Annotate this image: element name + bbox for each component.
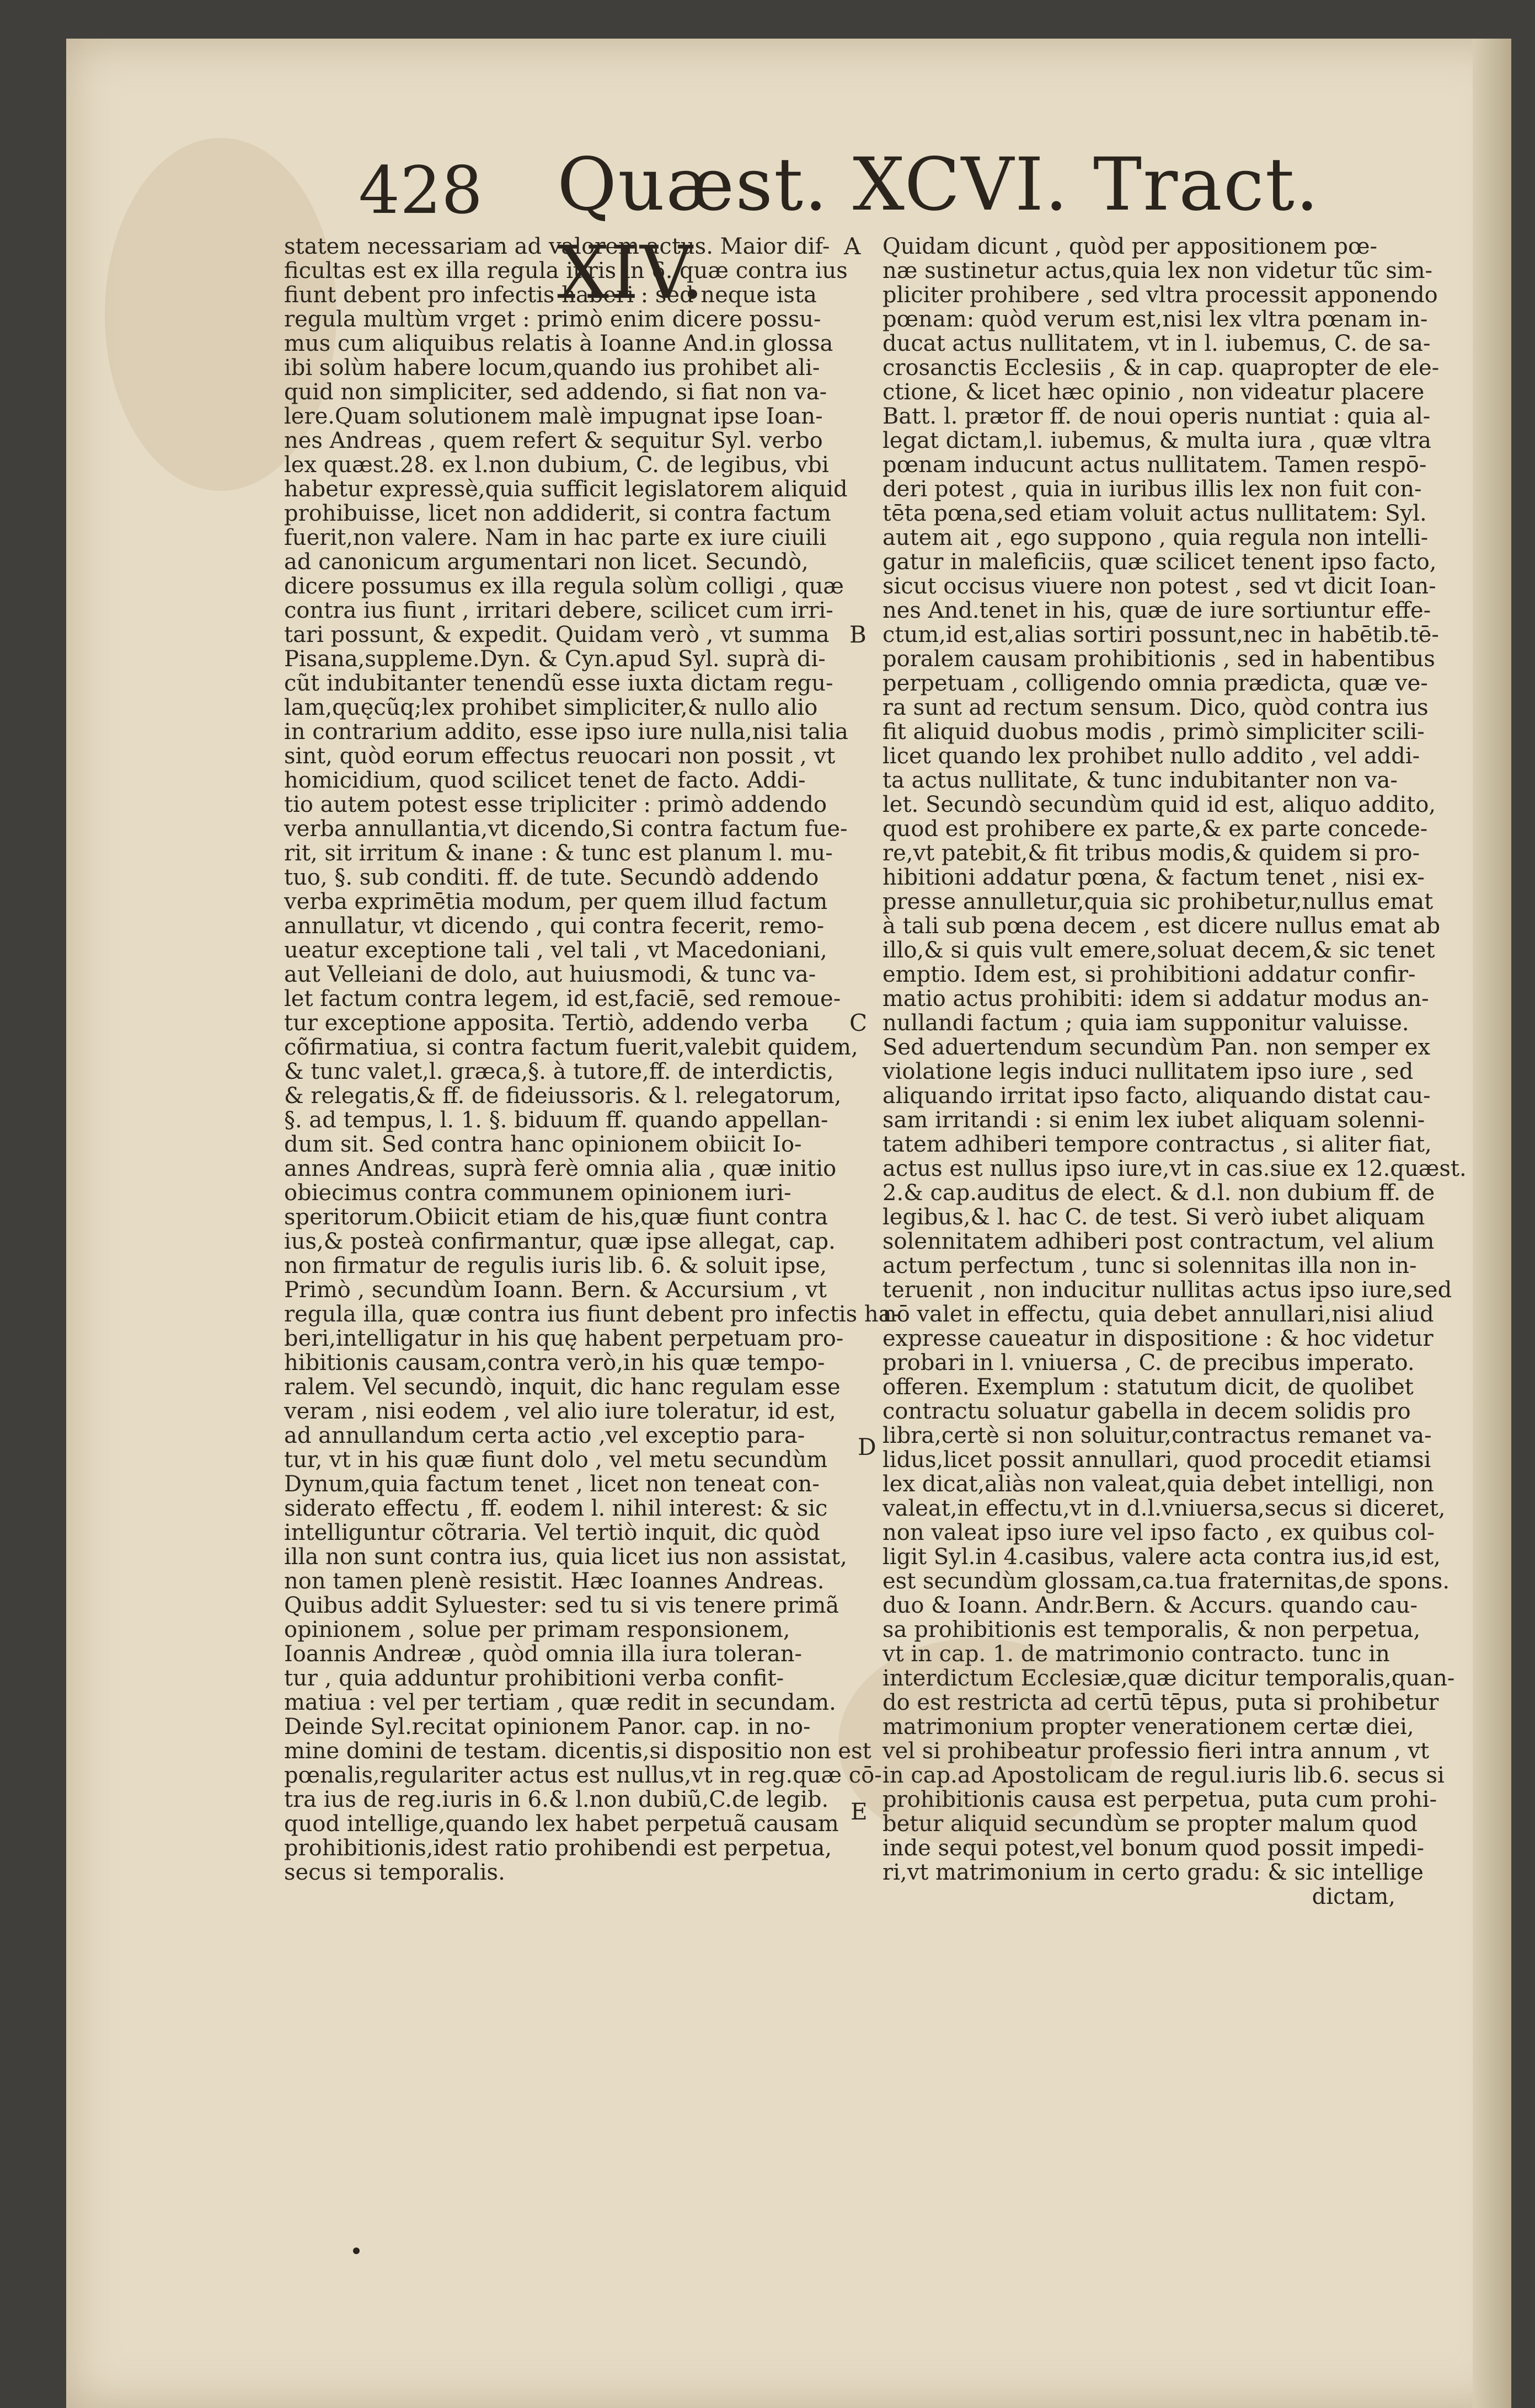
text-line: ad canonicum argumentari non licet. Secundò,: [284, 549, 809, 575]
text-line: hibitioni addatur pœna, & factum tenet , nisi ex-: [883, 865, 1425, 890]
margin-letter-c: C: [849, 1009, 868, 1036]
text-line: pœnalis,regulariter actus est nullus,vt in reg.quæ cō-: [284, 1763, 882, 1788]
text-line: aliquando irritat ipso facto, aliquando distat cau-: [883, 1083, 1431, 1109]
text-line: presse annulletur,quia sic prohibetur,nullus emat: [883, 889, 1434, 914]
text-line: sint, quòd eorum effectus reuocari non possit , vt: [284, 743, 836, 769]
text-line: regula multùm vrget : primò enim dicere possu-: [284, 307, 821, 332]
text-line: autem ait , ego suppono , quia regula non intelli-: [883, 525, 1429, 550]
text-line: matio actus prohibiti: idem si addatur modus an-: [883, 986, 1429, 1012]
text-line: tra ius de reg.iuris in 6.& l.non dubiũ,C.de legib.: [284, 1787, 829, 1812]
text-line: tari possunt, & expedit. Quidam verò , vt summa: [284, 622, 830, 648]
text-line: dum sit. Sed contra hanc opinionem obiicit Io-: [284, 1132, 802, 1157]
page-edge: [1473, 39, 1511, 2408]
text-line: in contrarium addito, esse ipso iure nulla,nisi talia: [284, 719, 848, 745]
text-line: crosanctis Ecclesiis , & in cap. quapropter de ele-: [883, 355, 1440, 381]
text-line: speritorum.Obiicit etiam de his,quæ fiunt contra: [284, 1205, 828, 1230]
text-line: beri,intelligatur in his quę habent perpetuam pro-: [284, 1326, 844, 1351]
text-line: rit, sit irritum & inane : & tunc est planum l. mu-: [284, 841, 833, 866]
text-line: Quidam dicunt , quòd per appositionem pœ-: [883, 234, 1378, 259]
text-line: tuo, §. sub conditi. ff. de tute. Secundò addendo: [284, 865, 819, 890]
text-line: intelliguntur cõtraria. Vel tertiò inquit, dic quòd: [284, 1520, 820, 1545]
text-line: ius,& posteà confirmantur, quæ ipse allegat, cap.: [284, 1229, 836, 1254]
text-line: pliciter prohibere , sed vltra processit apponendo: [883, 282, 1438, 308]
text-line: mus cum aliquibus relatis à Ioanne And.in glossa: [284, 331, 833, 356]
text-line: sicut occisus viuere non potest , sed vt dicit Ioan-: [883, 574, 1436, 599]
text-line: Sed aduertendum secundùm Pan. non semper ex: [883, 1035, 1431, 1060]
text-line: ligit Syl.in 4.casibus, valere acta contra ius,id est,: [883, 1544, 1441, 1570]
text-line: duo & Ioann. Andr.Bern. & Accurs. quando cau-: [883, 1593, 1418, 1618]
text-line: secus si temporalis.: [284, 1860, 505, 1885]
text-line: vel si prohibeatur professio fieri intra annum , vt: [883, 1738, 1430, 1764]
text-line: §. ad tempus, l. 1. §. biduum ff. quando appellan-: [284, 1107, 828, 1133]
text-line: perpetuam , colligendo omnia prædicta, quæ ve-: [883, 671, 1428, 696]
text-line: tur exceptione apposita. Tertiò, addendo verba: [284, 1010, 809, 1036]
text-line: nō valet in effectu, quia debet annullari,nisi aliud: [883, 1302, 1434, 1327]
text-line: interdictum Ecclesiæ,quæ dicitur temporalis,quan-: [883, 1666, 1455, 1691]
text-line: teruenit , non inducitur nullitas actus ipso iure,sed: [883, 1277, 1452, 1303]
text-line: valeat,in effectu,vt in d.l.vniuersa,secus si diceret,: [883, 1496, 1446, 1521]
text-line: annes Andreas, suprà ferè omnia alia , quæ initio: [284, 1156, 837, 1181]
text-line: prohibitionis causa est perpetua, puta cum prohi-: [883, 1787, 1437, 1812]
text-line: lex quæst.28. ex l.non dubium, C. de legibus, vbi: [284, 452, 829, 478]
text-line: sam irritandi : si enim lex iubet aliquam solenni-: [883, 1107, 1425, 1133]
text-line: matiua : vel per tertiam , quæ redit in secundam.: [284, 1690, 836, 1715]
text-line: & tunc valet,l. græca,§. à tutore,ff. de interdictis,: [284, 1059, 834, 1084]
text-line: actum perfectum , tunc si solennitas illa non in-: [883, 1253, 1417, 1278]
text-line: vt in cap. 1. de matrimonio contracto. tunc in: [883, 1641, 1390, 1667]
text-line: dicere possumus ex illa regula solùm colligi , quæ: [284, 574, 844, 599]
text-line: cũt indubitanter tenendũ esse iuxta dictam regu-: [284, 671, 833, 696]
text-line: poralem causam prohibitionis , sed in habentibus: [883, 646, 1435, 672]
text-line: let factum contra legem, id est,faciē, sed remoue-: [284, 986, 841, 1012]
text-line: ueatur exceptione tali , vel tali , vt Macedoniani,: [284, 938, 827, 963]
text-line: & relegatis,& ff. de fideiussoris. & l. relegatorum,: [284, 1083, 842, 1109]
text-line: quod est prohibere ex parte,& ex parte concede-: [883, 816, 1428, 842]
text-line: probari in l. vniuersa , C. de precibus imperato.: [883, 1350, 1415, 1376]
text-line: dictam,: [1312, 1884, 1395, 1909]
text-line: Quibus addit Syluester: sed tu si vis tenere primã: [284, 1593, 839, 1618]
text-line: contractu soluatur gabella in decem solidis pro: [883, 1399, 1411, 1424]
text-line: offeren. Exemplum : statutum dicit, de quolibet: [883, 1374, 1414, 1400]
text-line: nullandi factum ; quia iam supponitur valuisse.: [883, 1010, 1409, 1036]
text-line: 2.& cap.auditus de elect. & d.l. non dubium ff. de: [883, 1180, 1435, 1206]
text-line: let. Secundò secundùm quid id est, aliquo addito,: [883, 792, 1436, 817]
text-line: tatem adhiberi tempore contractus , si aliter fiat,: [883, 1132, 1432, 1157]
right-text-column: [883, 234, 1467, 1909]
text-line: pœnam: quòd verum est,nisi lex vltra pœnam in-: [883, 307, 1428, 332]
text-line: tēta pœna,sed etiam voluit actus nullitatem: Syl.: [883, 501, 1427, 526]
text-line: hibitionis causam,contra verò,in his quæ tempo-: [284, 1350, 825, 1376]
text-line: Batt. l. prætor ff. de noui operis nuntiat : quia al-: [883, 404, 1431, 429]
text-line: lidus,licet possit annullari, quod procedit etiamsi: [883, 1447, 1431, 1473]
margin-letter-a: A: [844, 233, 861, 260]
text-line: regula illa, quæ contra ius fiunt debent pro infectis ha-: [284, 1302, 899, 1327]
text-line: non tamen plenè resistit. Hæc Ioannes Andreas.: [284, 1569, 825, 1594]
text-line: non valeat ipso iure vel ipso facto , ex quibus col-: [883, 1520, 1435, 1545]
text-line: est secundùm glossam,ca.tua fraternitas,de spons.: [883, 1569, 1450, 1594]
text-line: violatione legis induci nullitatem ipso iure , sed: [883, 1059, 1414, 1084]
text-line: nes And.tenet in his, quæ de iure sortiuntur effe-: [883, 598, 1431, 623]
text-line: nes Andreas , quem refert & sequitur Syl. verbo: [284, 428, 823, 453]
text-line: actus est nullus ipso iure,vt in cas.siue ex 12.quæst.: [883, 1156, 1467, 1181]
margin-letter-e: E: [851, 1798, 868, 1825]
text-line: ri,vt matrimonium in certo gradu: & sic intellige: [883, 1860, 1424, 1885]
text-line: fuerit,non valere. Nam in hac parte ex iure ciuili: [284, 525, 827, 550]
text-line: contra ius fiunt , irritari debere, scilicet cum irri-: [284, 598, 833, 623]
text-line: solennitatem adhiberi post contractum, vel alium: [883, 1229, 1435, 1254]
text-line: legat dictam,l. iubemus, & multa iura , quæ vltra: [883, 428, 1431, 453]
text-line: Pisana,suppleme.Dyn. & Cyn.apud Syl. suprà di-: [284, 646, 826, 672]
text-line: ibi solùm habere locum,quando ius prohibet ali-: [284, 355, 820, 381]
text-line: deri potest , quia in iuribus illis lex non fuit con-: [883, 477, 1422, 502]
text-line: quid non simpliciter, sed addendo, si fiat non va-: [284, 379, 827, 405]
text-line: ra sunt ad rectum sensum. Dico, quòd contra ius: [883, 695, 1429, 720]
running-title: Quæst. XCVI. Tract. XIV.: [557, 142, 1320, 315]
text-line: habetur expressè,quia sufficit legislatorem aliquid: [284, 477, 848, 502]
text-line: quod intellige,quando lex habet perpetuã causam: [284, 1811, 839, 1837]
text-line: Primò , secundùm Ioann. Bern. & Accursium , vt: [284, 1277, 827, 1303]
text-line: non firmatur de regulis iuris lib. 6. & soluit ipse,: [284, 1253, 827, 1278]
text-line: pœnam inducunt actus nullitatem. Tamen respō-: [883, 452, 1427, 478]
text-line: verba annullantia,vt dicendo,Si contra factum fue-: [284, 816, 848, 842]
text-line: tio autem potest esse tripliciter : primò addendo: [284, 792, 827, 817]
text-line: fiunt debent pro infectis haberi : sed neque ista: [284, 282, 817, 308]
text-line: lere.Quam solutionem malè impugnat ipse Ioan-: [284, 404, 823, 429]
text-line: tur , quia adduntur prohibitioni verba confit-: [284, 1666, 784, 1691]
text-line: annullatur, vt dicendo , qui contra fecerit, remo-: [284, 913, 825, 939]
text-line: Deinde Syl.recitat opinionem Panor. cap. in no-: [284, 1714, 811, 1740]
text-line: lex dicat,aliàs non valeat,quia debet intelligi, non: [883, 1471, 1434, 1497]
text-line: fit aliquid duobus modis , primò simpliciter scili-: [883, 719, 1425, 745]
text-line: ctum,id est,alias sortiri possunt,nec in habētib.tē-: [883, 622, 1439, 648]
page-number: 428: [359, 152, 483, 228]
ink-dot: [353, 2248, 360, 2254]
text-line: re,vt patebit,& fit tribus modis,& quidem si pro-: [883, 841, 1420, 866]
text-line: inde sequi potest,vel bonum quod possit impedi-: [883, 1836, 1425, 1861]
margin-letter-d: D: [858, 1433, 876, 1460]
text-line: sa prohibitionis est temporalis, & non perpetua,: [883, 1617, 1421, 1642]
text-line: prohibuisse, licet non addiderit, si contra factum: [284, 501, 831, 526]
text-line: tur, vt in his quæ fiunt dolo , vel metu secundùm: [284, 1447, 828, 1473]
left-text-column: [284, 234, 899, 1885]
text-line: prohibitionis,idest ratio prohibendi est perpetua,: [284, 1836, 832, 1861]
text-line: ad annullandum certa actio ,vel exceptio para-: [284, 1423, 805, 1448]
text-line: expresse caueatur in dispositione : & hoc videtur: [883, 1326, 1434, 1351]
text-line: licet quando lex prohibet nullo addito , vel addi-: [883, 743, 1420, 769]
text-line: ducat actus nullitatem, vt in l. iubemus, C. de sa-: [883, 331, 1431, 356]
text-line: ralem. Vel secundò, inquit, dic hanc regulam esse: [284, 1374, 841, 1400]
text-line: ficultas est ex illa regula iuris in 6. quæ contra ius: [284, 258, 848, 283]
text-line: verba exprimētia modum, per quem illud factum: [284, 889, 828, 914]
text-line: aut Velleiani de dolo, aut huiusmodi, & tunc va-: [284, 962, 816, 987]
text-line: Ioannis Andreæ , quòd omnia illa iura toleran-: [284, 1641, 803, 1667]
text-line: opinionem , solue per primam responsionem,: [284, 1617, 790, 1642]
text-line: mine domini de testam. dicentis,si dispositio non est: [284, 1738, 871, 1764]
text-line: obiecimus contra communem opinionem iuri-: [284, 1180, 791, 1206]
text-line: homicidium, quod scilicet tenet de facto. Addi-: [284, 768, 806, 793]
text-line: gatur in maleficiis, quæ scilicet tenent ipso facto,: [883, 549, 1437, 575]
text-line: do est restricta ad certū tēpus, puta si prohibetur: [883, 1690, 1439, 1715]
margin-letter-b: B: [849, 621, 867, 648]
text-line: libra,certè si non soluitur,contractus remanet va-: [883, 1423, 1432, 1448]
text-line: à tali sub pœna decem , est dicere nullus emat ab: [883, 913, 1441, 939]
text-line: betur aliquid secundùm se propter malum quod: [883, 1811, 1418, 1837]
text-line: siderato effectu , ff. eodem l. nihil interest: & sic: [284, 1496, 828, 1521]
text-line: ta actus nullitate, & tunc indubitanter non va-: [883, 768, 1398, 793]
text-line: illo,& si quis vult emere,soluat decem,& sic tenet: [883, 938, 1435, 963]
text-line: in cap.ad Apostolicam de regul.iuris lib.6. secus si: [883, 1763, 1445, 1788]
text-line: lam,quęcũq;lex prohibet simpliciter,& nullo alio: [284, 695, 818, 720]
text-line: emptio. Idem est, si prohibitioni addatur confir-: [883, 962, 1416, 987]
text-line: cõfirmatiua, si contra factum fuerit,valebit quidem,: [284, 1035, 858, 1060]
text-line: ctione, & licet hæc opinio , non videatur placere: [883, 379, 1425, 405]
text-line: legibus,& l. hac C. de test. Si verò iubet aliquam: [883, 1205, 1425, 1230]
text-line: matrimonium propter venerationem certæ diei,: [883, 1714, 1414, 1740]
text-line: statem necessariam ad valorem actus. Maior dif-: [284, 234, 830, 259]
text-line: næ sustinetur actus,quia lex non videtur tũc sim-: [883, 258, 1433, 283]
text-line: veram , nisi eodem , vel alio iure toleratur, id est,: [284, 1399, 836, 1424]
text-line: Dynum,quia factum tenet , licet non teneat con-: [284, 1471, 820, 1497]
text-line: illa non sunt contra ius, quia licet ius non assistat,: [284, 1544, 847, 1570]
